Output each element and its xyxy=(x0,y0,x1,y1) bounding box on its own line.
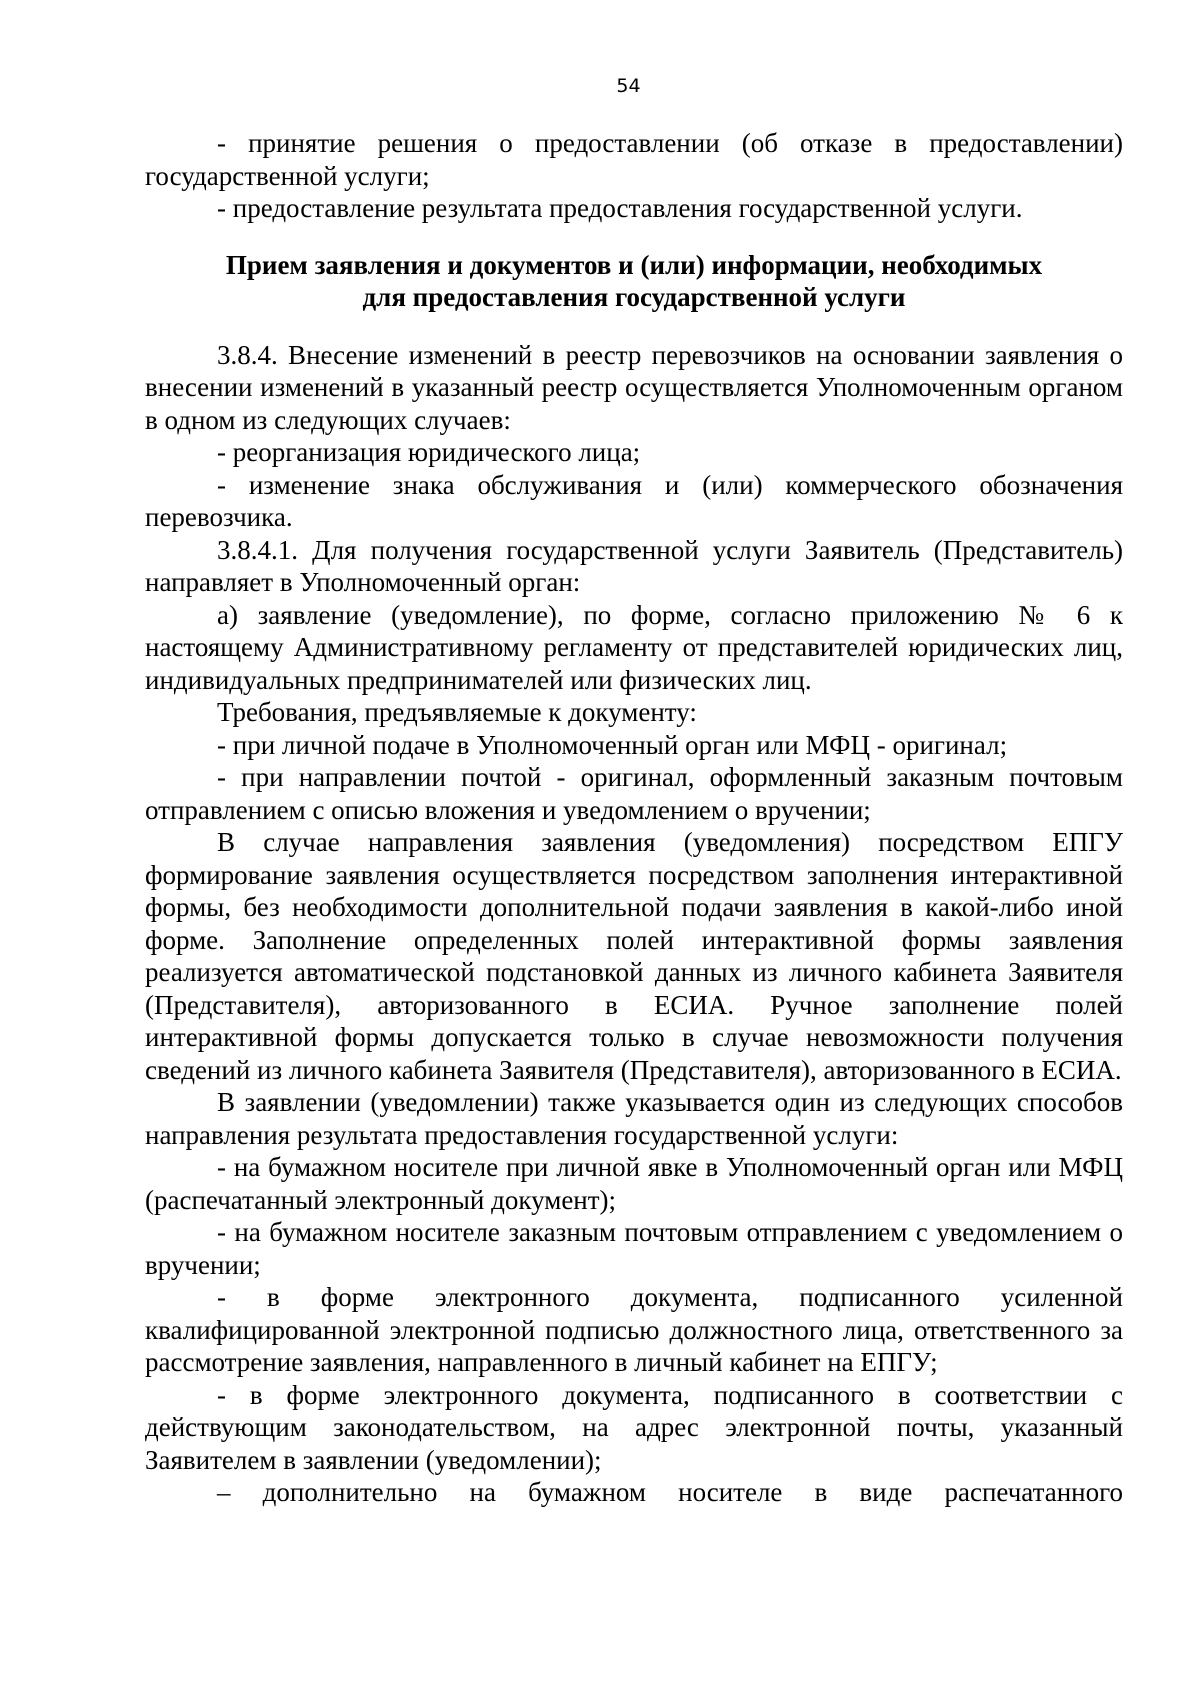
paragraph: - принятие решения о предоставлении (об отказе в предоставлении) государственной услуги; xyxy=(145,128,1123,191)
document-body xyxy=(145,127,1123,1509)
paragraph: - реорганизация юридического лица; xyxy=(217,437,641,467)
heading-line: Прием заявления и документов и (или) информации, необходимых xyxy=(225,249,1043,280)
paragraph: – дополнительно на бумажном носителе в виде распечатанного xyxy=(217,1477,1123,1507)
paragraph: - изменение знака обслуживания и (или) коммерческого обозначения перевозчика. xyxy=(145,469,1123,532)
page-number: 54 xyxy=(616,75,641,97)
paragraph: - на бумажном носителе заказным почтовым отправлением с уведомлением о вручении; xyxy=(145,1217,1123,1280)
heading-line: для предоставления государственной услуги xyxy=(362,282,906,312)
paragraph: - при направлении почтой - оригинал, оформленный заказным почтовым отправлением с описью вложения и уведомлением о вручении; xyxy=(145,762,1123,825)
paragraph: 3.8.4. Внесение изменений в реестр перевозчиков на основании заявления о внесении изменений в указанный реестр осуществляется Уполномоченным органом в одном из следующих случаев: xyxy=(145,339,1123,435)
paragraph: - в форме электронного документа, подписанного в соответствии с действующим законодательством, на адрес электронной почты, указанный Заявителем в заявлении (уведомлении); xyxy=(145,1379,1123,1475)
paragraph: 3.8.4.1. Для получения государственной услуги Заявитель (Представитель) направляет в Уполномоченный орган: xyxy=(145,534,1123,597)
paragraph: В случае направления заявления (уведомления) посредством ЕПГУ формирование заявления осуществляется посредством заполнения интерактивной формы, без необходимости дополнительной подачи заявления в какой-либо иной форме. Заполнение определенных полей интерактивной формы заявления реализуется автоматической подстановкой данных из личного кабинета Заявителя (Представителя), авторизованного в ЕСИА. Ручное заполнение полей интерактивной формы допускается только в случае невозможности получения сведений из личного кабинета Заявителя (Представителя), авторизованного в ЕСИА. xyxy=(145,827,1123,1085)
paragraph: В заявлении (уведомлении) также указывается один из следующих способов направления результата предоставления государственной услуги: xyxy=(145,1087,1123,1150)
paragraph: Требования, предъявляемые к документу: xyxy=(217,697,697,727)
paragraph: - на бумажном носителе при личной явке в Уполномоченный орган или МФЦ (распечатанный электронный документ); xyxy=(145,1152,1123,1215)
paragraph: а) заявление (уведомление), по форме, согласно приложению № 6 к настоящему Административному регламенту от представителей юридических лиц, индивидуальных предпринимателей или физических лиц. xyxy=(145,599,1123,695)
paragraph: - предоставление результата предоставления государственной услуги. xyxy=(217,193,1023,223)
paragraph: - при личной подаче в Уполномоченный орган или МФЦ - оригинал; xyxy=(217,729,1008,760)
section-heading xyxy=(145,249,1123,314)
paragraph: - в форме электронного документа, подписанного усиленной квалифицированной электронной подписью должностного лица, ответственного за рассмотрение заявления, направленного в личный кабинет на ЕПГУ; xyxy=(145,1282,1123,1377)
